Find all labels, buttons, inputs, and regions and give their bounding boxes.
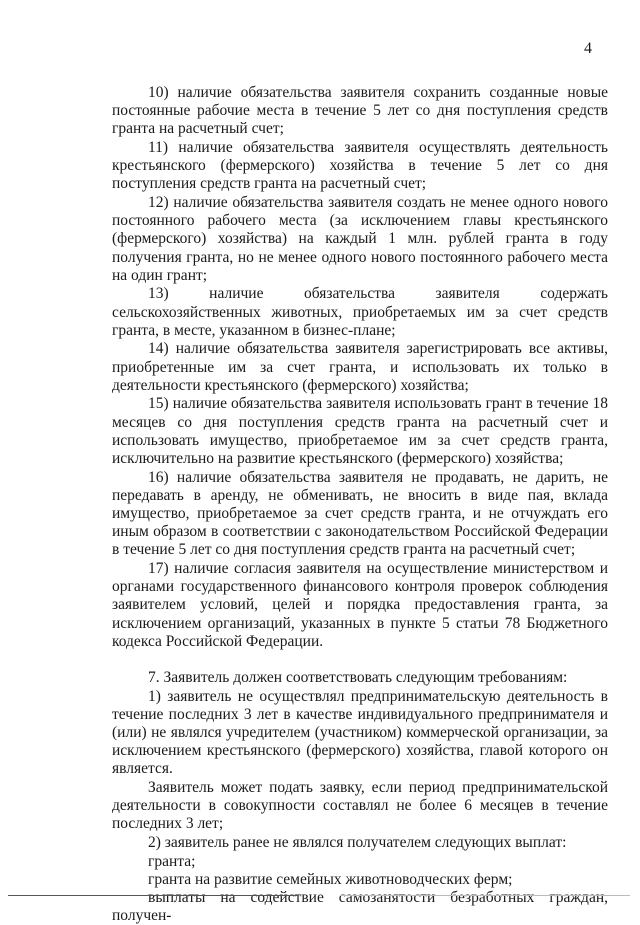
paragraph-item-15: 15) наличие обязательства заявителя использовать грант в течение 18 месяцев со дня поступления средств гранта на расчетный счет и использовать имущество, приобретаемое им за счет средств гранта, исключительно на развитие крестьянского (фермерского) хозяйства; <box>112 395 608 468</box>
scan-edge-line-left <box>8 895 298 896</box>
paragraph-item-12: 12) наличие обязательства заявителя создать не менее одного нового постоянного рабочего места (за исключением главы крестьянского (фермерского) хозяйства) на каждый 1 млн. рублей гранта в году получения гранта, но не менее одного нового постоянного рабочего места на один грант; <box>112 194 608 284</box>
page-number: 4 <box>584 40 592 57</box>
section-7-item-1-note: Заявитель может подать заявку, если период предпринимательской деятельности в совокупности составлял не более 6 месяцев в течение последних 3 лет; <box>112 779 608 833</box>
paragraph-item-16: 16) наличие обязательства заявителя не продавать, не дарить, не передавать в аренду, не обменивать, не вносить в виде пая, вклада имущество, приобретаемое за счет средств гранта, и не отчуждать его иным образом в соответствии с законодательством Российской Федерации в течение 5 лет со дня поступления средств гранта на расчетный счет; <box>112 468 608 559</box>
paragraph-item-14: 14) наличие обязательства заявителя зарегистрировать все активы, приобретенные им за счет гранта, и использовать их только в деятельности крестьянского (фермерского) хозяйства; <box>112 340 608 394</box>
section-7-item-2-c: выплаты на содействие самозанятости безработных граждан, получен- <box>112 889 608 925</box>
section-7-item-2-a: гранта; <box>148 852 196 870</box>
paragraph-item-17: 17) наличие согласия заявителя на осуществление министерством и органами государственного финансового контроля проверок соблюдения заявителем условий, целей и порядка предоставления гранта, за исключением организаций, указанных в пункте 5 статьи 78 Бюджетного кодекса Российской Федерации. <box>112 560 608 650</box>
document-body <box>112 84 608 925</box>
scan-edge-lines <box>0 893 640 905</box>
paragraph-item-10: 10) наличие обязательства заявителя сохранить созданные новые постоянные рабочие места в течение 5 лет со дня поступления средств гранта на расчетный счет; <box>112 84 608 138</box>
section-7-heading: 7. Заявитель должен соответствовать следующим требованиям: <box>148 669 568 687</box>
section-7-item-2: 2) заявитель ранее не являлся получателем следующих выплат: <box>148 834 567 852</box>
paragraph-item-13: 13) наличие обязательства заявителя содержать сельскохозяйственных животных, приобретаемых им за счет средств гранта, в месте, указанном в бизнес-плане; <box>112 285 608 339</box>
paragraph-item-11: 11) наличие обязательства заявителя осуществлять деятельность крестьянского (фермерского) хозяйства в течение 5 лет со дня поступления средств гранта на расчетный счет; <box>112 139 608 193</box>
section-7-item-1: 1) заявитель не осуществлял предпринимательскую деятельность в течение последних 3 лет в качестве индивидуального предпринимателя и (или) не являлся учредителем (участником) коммерческой организации, за исключением крестьянского (фермерского) хозяйства, главой которого он является. <box>112 687 608 778</box>
scan-edge-line-right <box>340 895 630 896</box>
section-7-item-2-b: гранта на развитие семейных животноводческих ферм; <box>148 870 513 888</box>
